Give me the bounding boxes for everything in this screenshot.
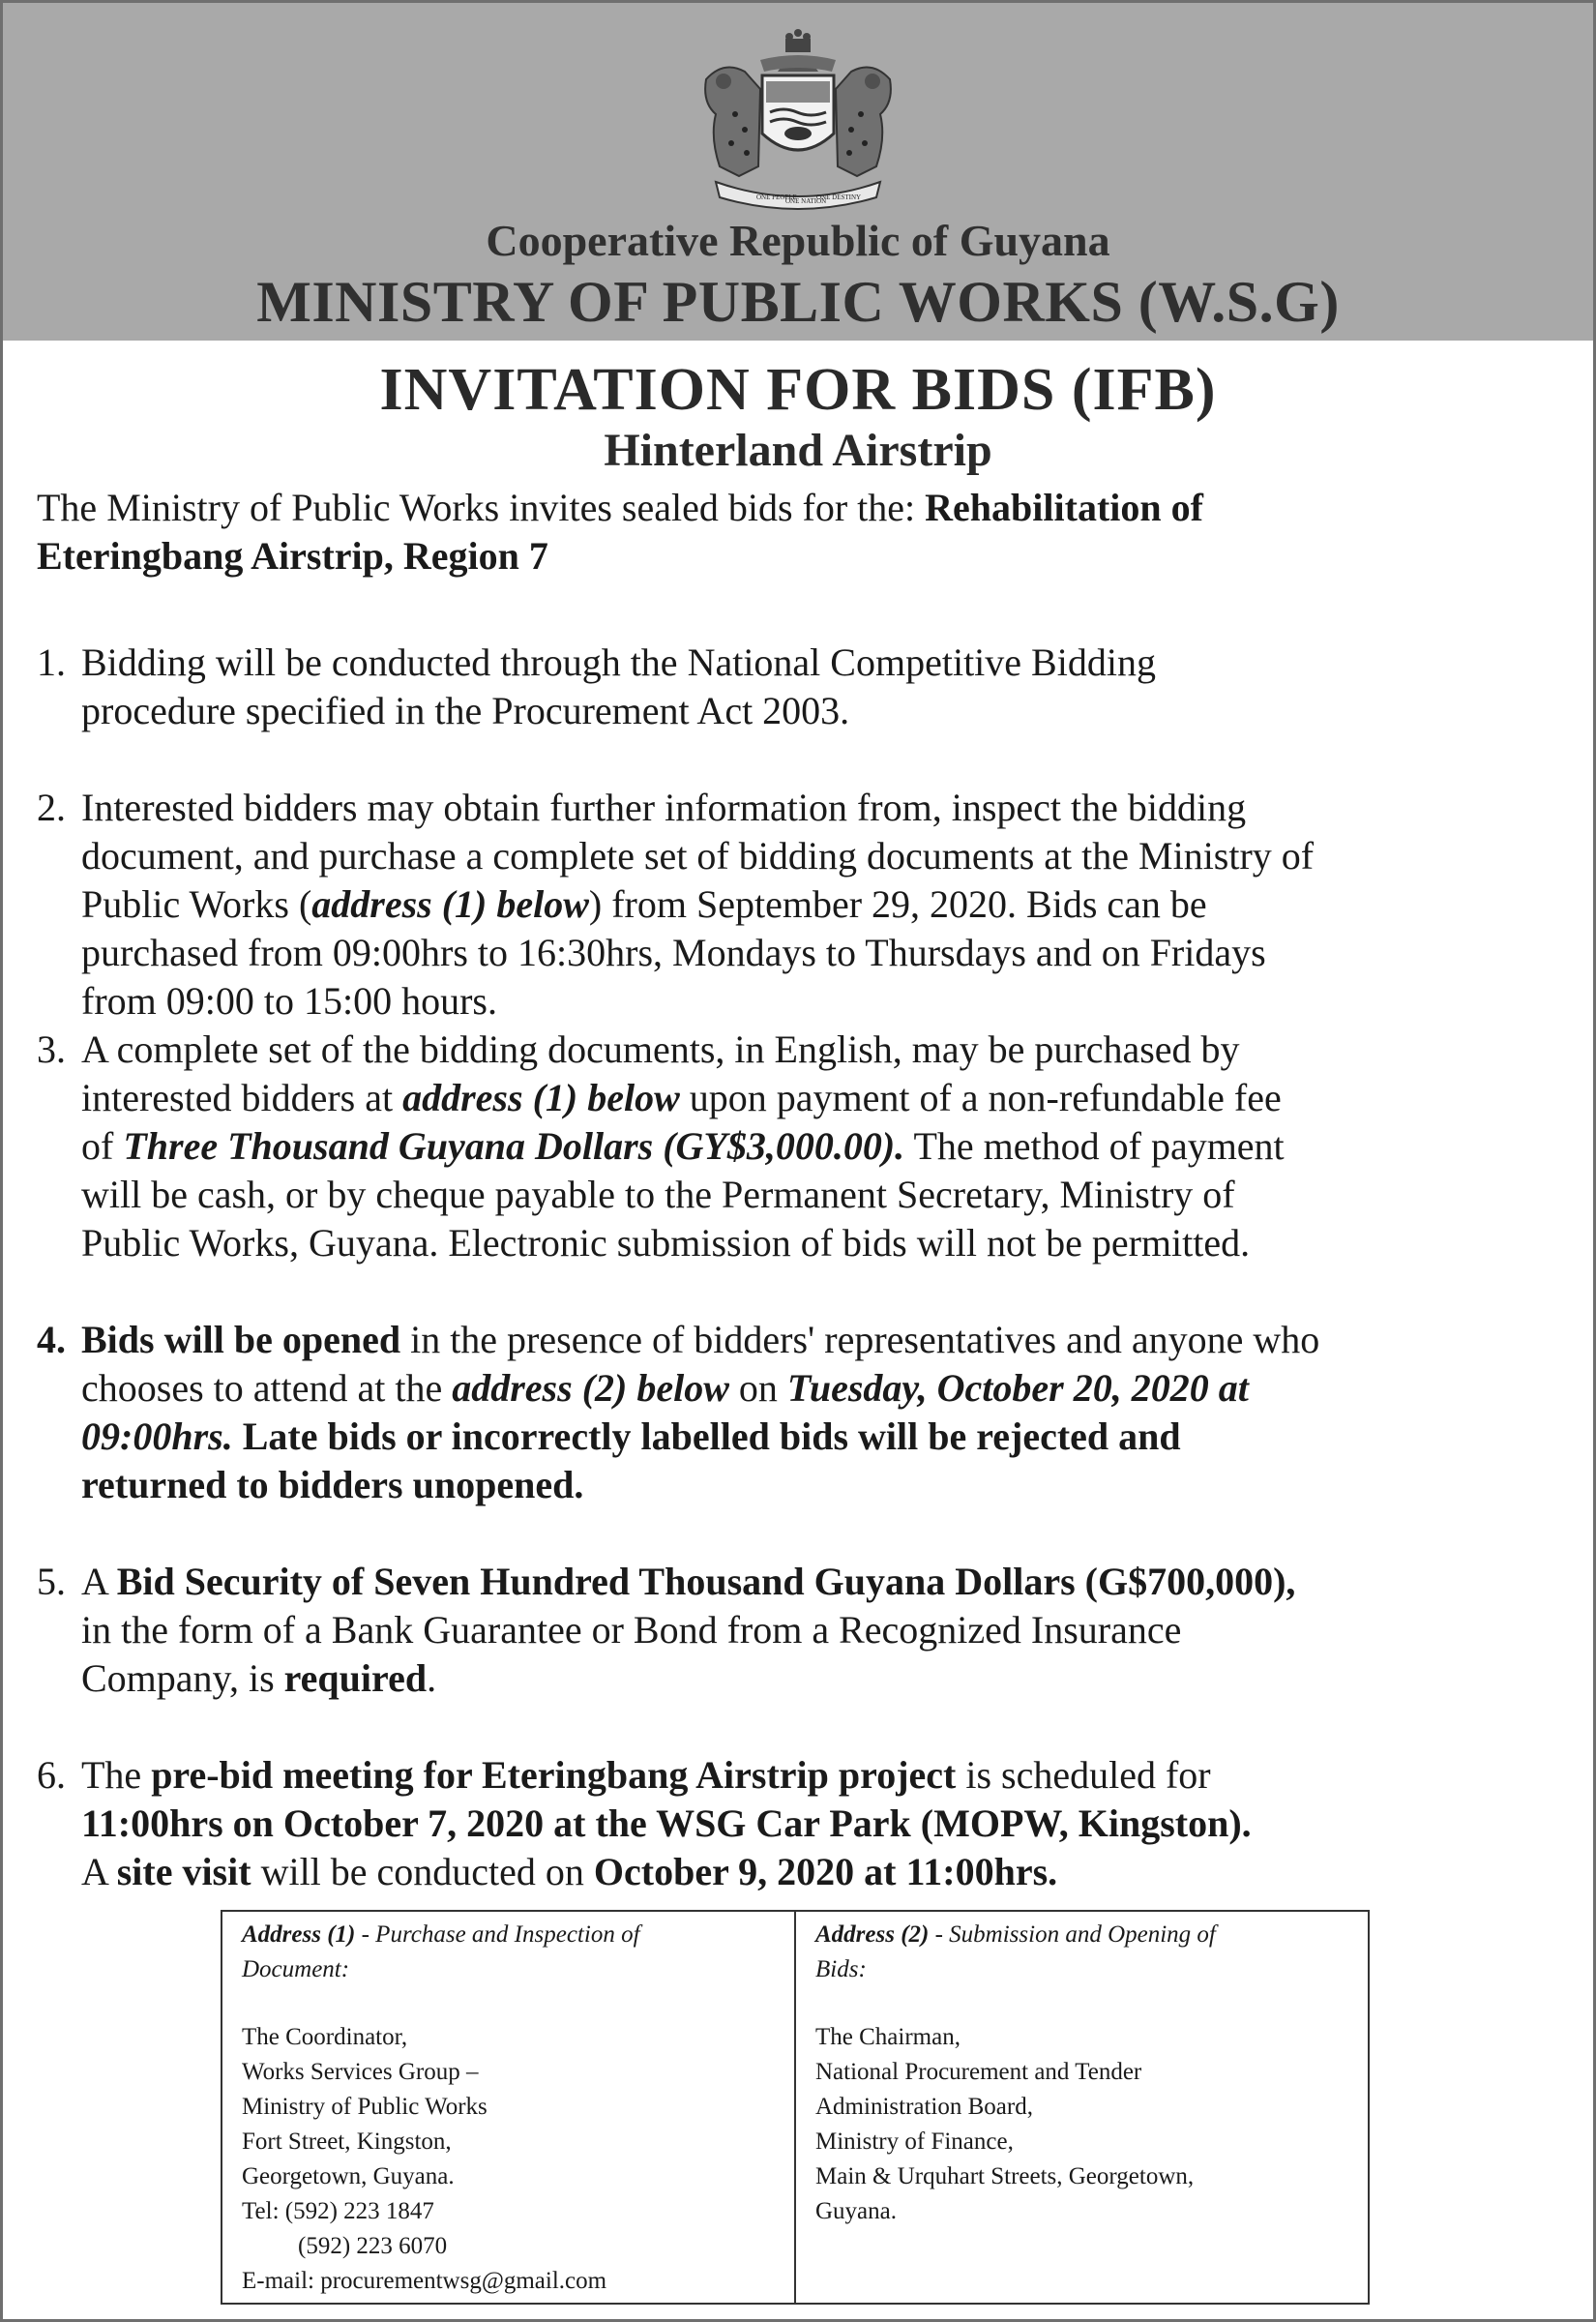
item-number: 1.	[37, 640, 66, 684]
item-text: A	[81, 1850, 117, 1893]
address-1-heading	[242, 1918, 775, 1987]
address-line: National Procurement and Tender	[815, 2059, 1142, 2085]
item-line: Bidding will be conducted through the National Competitive Bidding	[81, 640, 1156, 684]
address-line: Ministry of Finance,	[815, 2128, 1014, 2155]
bid-item-6	[37, 1751, 1570, 1896]
item-line: A complete set of the bidding documents, in English, may be purchased by	[81, 1027, 1240, 1071]
phone-1: Tel: (592) 223 1847	[242, 2198, 434, 2224]
bid-item-1	[37, 639, 1570, 735]
email-line: E-mail: procurementwsg@gmail.com	[242, 2268, 607, 2294]
ministry-name: MINISTRY OF PUBLIC WORKS (W.S.G)	[256, 270, 1340, 334]
item-text: of	[81, 1124, 124, 1168]
item-line	[81, 1364, 1570, 1413]
item-emphasis: returned to bidders unopened.	[81, 1463, 584, 1506]
opening-time: 09:00hrs.	[81, 1414, 233, 1458]
item-line	[81, 1848, 1570, 1896]
address-1-purpose: - Purchase and Inspection of	[355, 1921, 640, 1948]
item-line	[81, 1751, 1570, 1800]
address-line: Georgetown, Guyana.	[242, 2163, 455, 2189]
opening-date: Tuesday, October 20, 2020 at	[786, 1366, 1249, 1410]
item-line	[81, 1800, 1570, 1848]
address-2-body	[815, 2020, 1348, 2229]
item-text: ) from September 29, 2020. Bids can be	[588, 882, 1207, 926]
item-line: purchased from 09:00hrs to 16:30hrs, Mondays to Thursdays and on Fridays	[81, 931, 1266, 974]
intro-project-1: Rehabilitation of	[925, 486, 1203, 529]
intro-paragraph	[37, 484, 1546, 580]
item-text: on	[728, 1366, 787, 1410]
item-line: in the form of a Bank Guarantee or Bond from a Recognized Insurance	[81, 1608, 1182, 1652]
address-line: Works Services Group –	[242, 2059, 479, 2085]
coat-of-arms-icon	[677, 21, 919, 211]
address-ref: address (1) below	[402, 1076, 680, 1119]
bid-item-4	[37, 1316, 1570, 1509]
address-ref: address (2) below	[452, 1366, 729, 1410]
item-line: procedure specified in the Procurement Act 2003.	[81, 689, 850, 732]
address-line: The Chairman,	[815, 2024, 961, 2050]
site-visit-date: October 9, 2020 at 11:00hrs.	[593, 1850, 1058, 1893]
address-2-purpose: - Submission and Opening of	[929, 1921, 1216, 1948]
item-line	[81, 1654, 1570, 1703]
item-line: Interested bidders may obtain further information from, inspect the bidding	[81, 786, 1247, 829]
item-line	[81, 1461, 1570, 1509]
item-text: Company, is	[81, 1656, 284, 1700]
pre-bid-details: 11:00hrs on October 7, 2020 at the WSG Car Park (MOPW, Kingston).	[81, 1801, 1252, 1845]
item-text: upon payment of a non-refundable fee	[679, 1076, 1282, 1119]
item-line	[81, 1074, 1570, 1122]
bid-item-5	[37, 1558, 1570, 1703]
item-number: 5.	[37, 1560, 66, 1603]
item-line: Public Works, Guyana. Electronic submission of bids will not be permitted.	[81, 1221, 1251, 1265]
fee-amount: Three Thousand Guyana Dollars (GY$3,000.00).	[123, 1124, 905, 1168]
item-line	[81, 1316, 1570, 1364]
address-1-body	[242, 2020, 775, 2299]
item-text: The method of payment	[904, 1124, 1285, 1168]
address-2-heading	[815, 1918, 1348, 1987]
address-table	[221, 1910, 1370, 2305]
item-line: document, and purchase a complete set of bidding documents at the Ministry of	[81, 834, 1315, 878]
item-number: 2.	[37, 786, 66, 829]
crest-motto-1: ONE PEOPLE	[756, 194, 797, 201]
address-ref: address (1) below	[311, 882, 589, 926]
address-2-column	[794, 1912, 1368, 2303]
notice-title: INVITATION FOR BIDS (IFB)	[379, 357, 1217, 423]
address-line: Main & Urquhart Streets, Georgetown,	[815, 2163, 1195, 2189]
address-line: The Coordinator,	[242, 2024, 408, 2050]
item-emphasis: Late bids or incorrectly labelled bids will be rejected and	[232, 1414, 1181, 1458]
crest-motto-2: ONE NATION	[785, 197, 827, 205]
bid-item-3	[37, 1026, 1570, 1267]
item-text: .	[427, 1656, 437, 1700]
address-line: Administration Board,	[815, 2094, 1033, 2120]
country-name: Cooperative Republic of Guyana	[486, 216, 1110, 265]
item-text: The	[81, 1753, 152, 1797]
item-emphasis: pre-bid meeting for Eteringbang Airstrip project	[151, 1753, 957, 1797]
item-text: in the presence of bidders' representatives and anyone who	[400, 1318, 1320, 1361]
notice-subtitle: Hinterland Airstrip	[604, 425, 992, 476]
item-text: interested bidders at	[81, 1076, 403, 1119]
address-line: Ministry of Public Works	[242, 2094, 488, 2120]
item-text: chooses to attend at the	[81, 1366, 453, 1410]
item-line	[81, 1558, 1570, 1606]
address-line: Guyana.	[815, 2198, 897, 2224]
item-line	[81, 1122, 1570, 1171]
phone-2: (592) 223 6070	[298, 2233, 448, 2259]
item-number: 3.	[37, 1027, 66, 1071]
item-text: is scheduled for	[956, 1753, 1211, 1797]
item-line: will be cash, or by cheque payable to the Permanent Secretary, Ministry of	[81, 1173, 1235, 1216]
item-text: Public Works (	[81, 882, 312, 926]
item-number: 4.	[37, 1318, 66, 1361]
item-number: 6.	[37, 1753, 66, 1797]
item-line: from 09:00 to 15:00 hours.	[81, 979, 497, 1023]
item-text: will be conducted on	[251, 1850, 594, 1893]
item-emphasis: site visit	[116, 1850, 251, 1893]
intro-project-2: Eteringbang Airstrip, Region 7	[37, 534, 548, 578]
item-emphasis: Bids will be opened	[81, 1318, 401, 1361]
intro-text: The Ministry of Public Works invites sealed bids for the:	[37, 486, 926, 529]
item-emphasis: required	[283, 1656, 428, 1700]
address-1-label: Address (1)	[242, 1921, 356, 1948]
crest-motto-3: ONE DESTINY	[816, 194, 862, 201]
address-1-column	[222, 1912, 794, 2303]
address-line: Fort Street, Kingston,	[242, 2128, 452, 2155]
item-line	[81, 1413, 1570, 1461]
item-line	[81, 880, 1570, 929]
bid-item-2	[37, 784, 1570, 1026]
item-text: A	[81, 1560, 117, 1603]
address-2-purpose-2: Bids:	[815, 1956, 867, 1982]
address-1-purpose-2: Document:	[242, 1956, 350, 1982]
address-2-label: Address (2)	[815, 1921, 930, 1948]
bid-security: Bid Security of Seven Hundred Thousand Guyana Dollars (G$700,000),	[116, 1560, 1296, 1603]
